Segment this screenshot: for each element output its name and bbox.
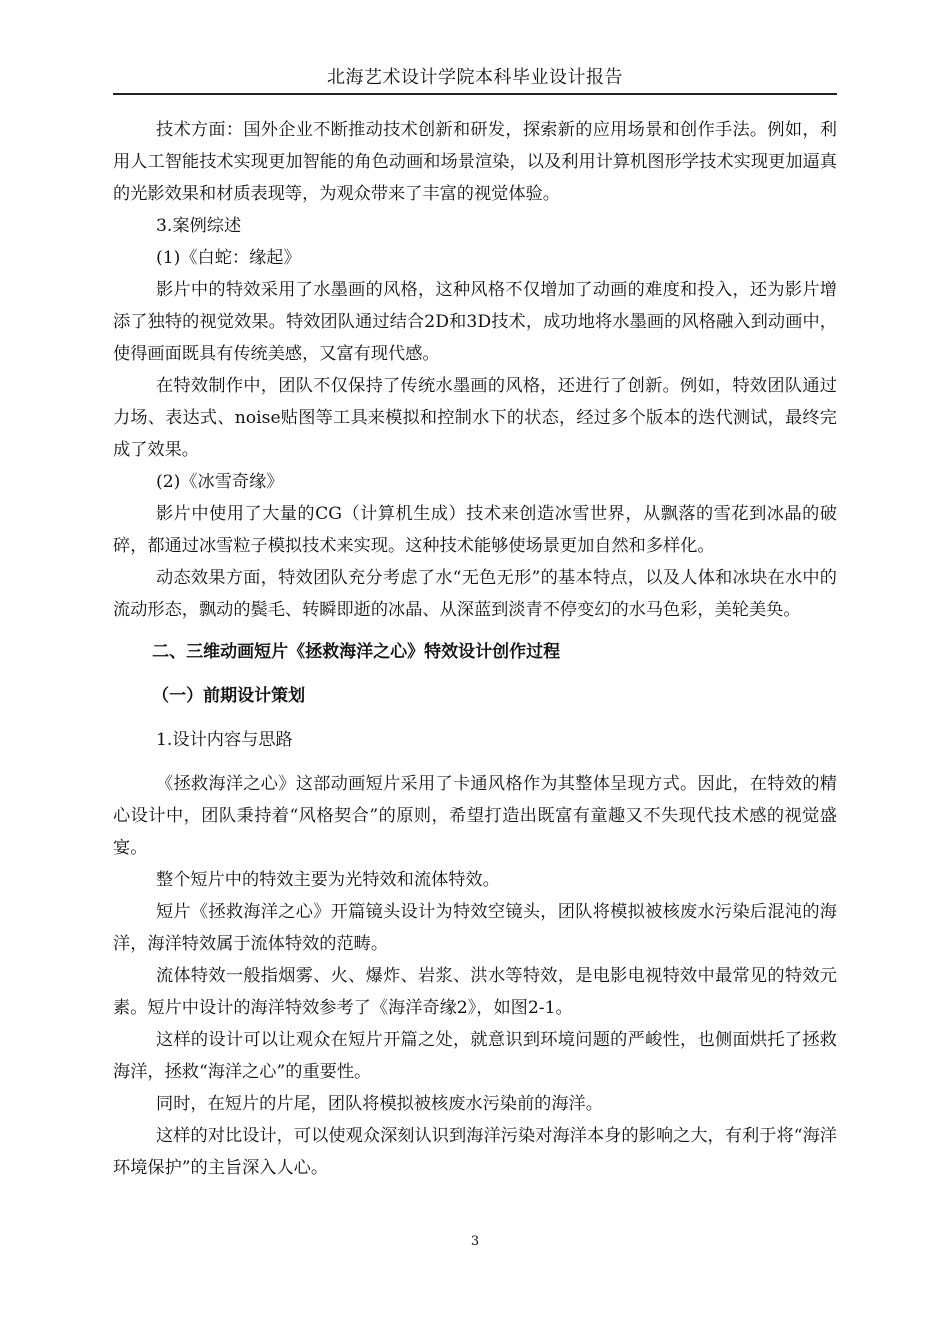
document-body (113, 114, 837, 1184)
heading-design-content: 1.设计内容与思路 (156, 730, 293, 750)
case-title-frozen: (2)《冰雪奇缘》 (156, 472, 284, 492)
page-number: 3 (470, 1234, 480, 1249)
paragraph-white-snake-innovation: 在特效制作中，团队不仅保持了传统水墨画的风格，还进行了创新。例如，特效团队通过力场、表达式、noise贴图等工具来模拟和控制水下的状态，经过多个版本的迭代测试，最终完成了效果。 (113, 376, 837, 460)
paragraph-design-purpose: 这样的设计可以让观众在短片开篇之处，就意识到环境问题的严峻性，也侧面烘托了拯救海洋，拯救“海洋之心”的重要性。 (113, 1030, 837, 1082)
paragraph-opening-shot: 短片《拯救海洋之心》开篇镜头设计为特效空镜头，团队将模拟被核废水污染后混沌的海洋，海洋特效属于流体特效的范畴。 (113, 902, 837, 954)
paragraph-ending-ocean: 同时，在短片的片尾，团队将模拟被核废水污染前的海洋。 (156, 1094, 603, 1114)
subsection-title-planning: （一）前期设计策划 (152, 686, 306, 706)
case-title-white-snake: (1)《白蛇：缘起》 (156, 248, 301, 268)
paragraph-frozen-dynamics: 动态效果方面，特效团队充分考虑了水“无色无形”的基本特点，以及人体和冰块在水中的流动形态，飘动的鬓毛、转瞬即逝的冰晶、从深蓝到淡青不停变幻的水马色彩，美轮美奂。 (113, 568, 837, 620)
paragraph-style-intro: 《拯救海洋之心》这部动画短片采用了卡通风格作为其整体呈现方式。因此，在特效的精心设计中，团队秉持着“风格契合”的原则，希望打造出既富有童趣又不失现代技术感的视觉盛宴。 (113, 774, 837, 858)
paragraph-contrast-design: 这样的对比设计，可以使观众深刻认识到海洋污染对海洋本身的影响之大，有利于将“海洋环境保护”的主旨深入人心。 (113, 1126, 837, 1178)
paragraph-effects-types: 整个短片中的特效主要为光特效和流体特效。 (156, 870, 500, 890)
section-heading-case-review: 3.案例综述 (156, 216, 242, 236)
paragraph-white-snake-style: 影片中的特效采用了水墨画的风格，这种风格不仅增加了动画的难度和投入，还为影片增添了独特的视觉效果。特效团队通过结合2D和3D技术，成功地将水墨画的风格融入到动画中，使得画面既具有传统美感，又富有现代感。 (113, 280, 837, 364)
paragraph-fluid-effects: 流体特效一般指烟雾、火、爆炸、岩浆、洪水等特效，是电影电视特效中最常见的特效元素。短片中设计的海洋特效参考了《海洋奇缘2》，如图2-1。 (113, 966, 837, 1018)
paragraph-technology: 技术方面：国外企业不断推动技术创新和研发，探索新的应用场景和创作手法。例如，利用人工智能技术实现更加智能的角色动画和场景渲染，以及利用计算机图形学技术实现更加逼真的光影效果和材质表现等，为观众带来了丰富的视觉体验。 (113, 120, 837, 204)
paragraph-frozen-cg: 影片中使用了大量的CG（计算机生成）技术来创造冰雪世界，从飘落的雪花到冰晶的破碎，都通过冰雪粒子模拟技术来实现。这种技术能够使场景更加自然和多样化。 (113, 504, 837, 556)
page-header: 北海艺术设计学院本科毕业设计报告 (113, 66, 837, 95)
section-title-creation-process: 二、三维动画短片《拯救海洋之心》特效设计创作过程 (152, 642, 561, 662)
